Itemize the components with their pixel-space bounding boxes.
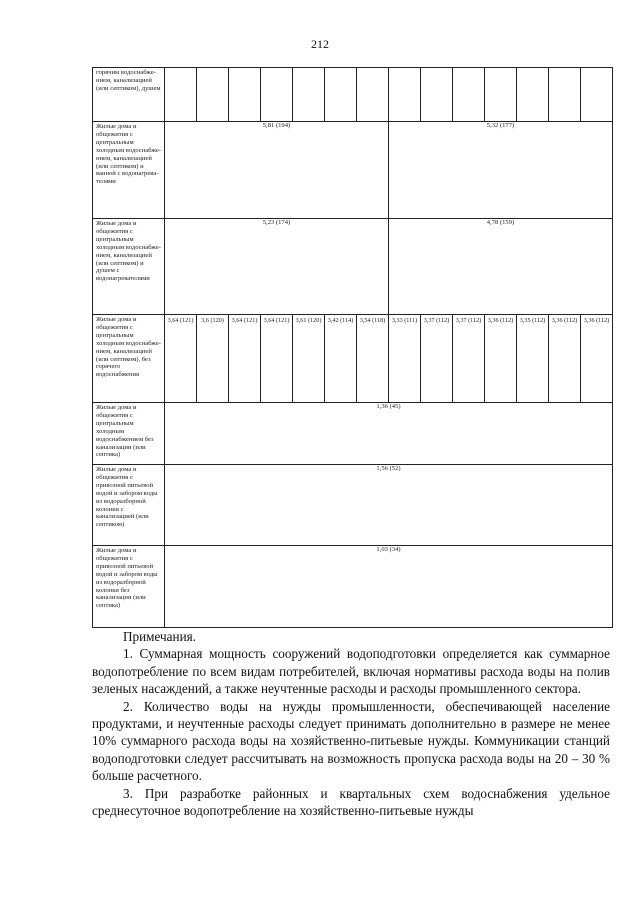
empty-cell	[325, 68, 357, 122]
empty-cell	[549, 68, 581, 122]
value-cell: 3,37 (112)	[453, 315, 485, 403]
value-cell-left: 5,81 (194)	[165, 122, 389, 219]
empty-cell	[357, 68, 389, 122]
empty-cell	[197, 68, 229, 122]
empty-cell	[293, 68, 325, 122]
value-cell: 3,54 (118)	[357, 315, 389, 403]
row-label: Жилые дома и общежития с центральным холодным водоснабжением без канализации (или септика)	[93, 403, 165, 465]
value-cell: 3,6 (120)	[197, 315, 229, 403]
empty-cell	[165, 68, 197, 122]
row-label: Жилые дома и общежития с центральным холодным водоснабже-нием, канализацией (или септиком) и душем с водонагревателями	[93, 219, 165, 315]
note-item: 2. Количество воды на нужды промышленности, обеспечивающей население продуктами, и неучтенные расходы следует принимать дополнительно в размере не менее 10% суммарного расхода воды на хозяйственно-питьевые нужды. Коммуникации станций водоподготовки следует рассчитывать на возможность пропуска расхода воды на 20 – 30 % больше расчетного.	[92, 698, 610, 784]
note-item: 1. Суммарная мощность сооружений водоподготовки определяется как суммарное водопотребление по всем видам потребителей, включая нормативы расхода воды на полив зеленых насаждений, а также неучтенные расходы и расходы промышленного сектора.	[92, 646, 610, 697]
value-cell: 3,35 (112)	[517, 315, 549, 403]
value-cell: 1,36 (45)	[165, 403, 613, 465]
row-label: горячим водоснабже-нием, канализацией (или септиком), душем	[93, 68, 165, 122]
value-cell: 3,64 (121)	[229, 315, 261, 403]
value-cell: 3,42 (114)	[325, 315, 357, 403]
value-cell: 3,64 (121)	[261, 315, 293, 403]
value-cell: 3,37 (112)	[421, 315, 453, 403]
value-cell: 3,36 (112)	[549, 315, 581, 403]
empty-cell	[421, 68, 453, 122]
row-label: Жилые дома и общежития с центральным холодным водоснабже-нием, канализацией (или септиком) и ванной с водонагрева-телями	[93, 122, 165, 219]
empty-cell	[389, 68, 421, 122]
water-consumption-table	[92, 67, 613, 628]
row-label: Жилые дома и общежития с привозной питьевой водой и забором воды из водоразборной колонки без канализации (или септика)	[93, 546, 165, 628]
value-cell: 3,61 (120)	[293, 315, 325, 403]
empty-cell	[261, 68, 293, 122]
table-row	[93, 122, 613, 219]
table-row	[93, 465, 613, 546]
empty-cell	[229, 68, 261, 122]
table-row	[93, 219, 613, 315]
value-cell: 3,64 (121)	[165, 315, 197, 403]
value-cell-left: 5,23 (174)	[165, 219, 389, 315]
empty-cell	[517, 68, 549, 122]
empty-cell	[581, 68, 613, 122]
value-cell: 1,03 (34)	[165, 546, 613, 628]
value-cell: 3,36 (112)	[581, 315, 613, 403]
table-row	[93, 403, 613, 465]
table-row	[93, 315, 613, 403]
note-item: 3. При разработке районных и квартальных схем водоснабжения удельное среднесуточное водопотребление на хозяйственно-питьевые нужды	[92, 785, 610, 819]
value-cell: 3,33 (111)	[389, 315, 421, 403]
value-cell-right: 4,78 (159)	[389, 219, 613, 315]
value-cell-right: 5,32 (177)	[389, 122, 613, 219]
row-label: Жилые дома и общежития с центральным холодным водоснабже-нием, канализацией (или септиком), без горячего водоснабжения	[93, 315, 165, 403]
table-row	[93, 546, 613, 628]
page-number: 212	[311, 37, 329, 51]
empty-cell	[453, 68, 485, 122]
notes-section	[92, 628, 610, 819]
notes-title: Примечания.	[123, 629, 197, 644]
table-row	[93, 68, 613, 122]
value-cell: 3,36 (112)	[485, 315, 517, 403]
value-cell: 1,56 (52)	[165, 465, 613, 546]
empty-cell	[485, 68, 517, 122]
row-label: Жилые дома и общежития с привозной питьевой водой и забором воды из водоразборной колонки с канализацией (или септиком)	[93, 465, 165, 546]
